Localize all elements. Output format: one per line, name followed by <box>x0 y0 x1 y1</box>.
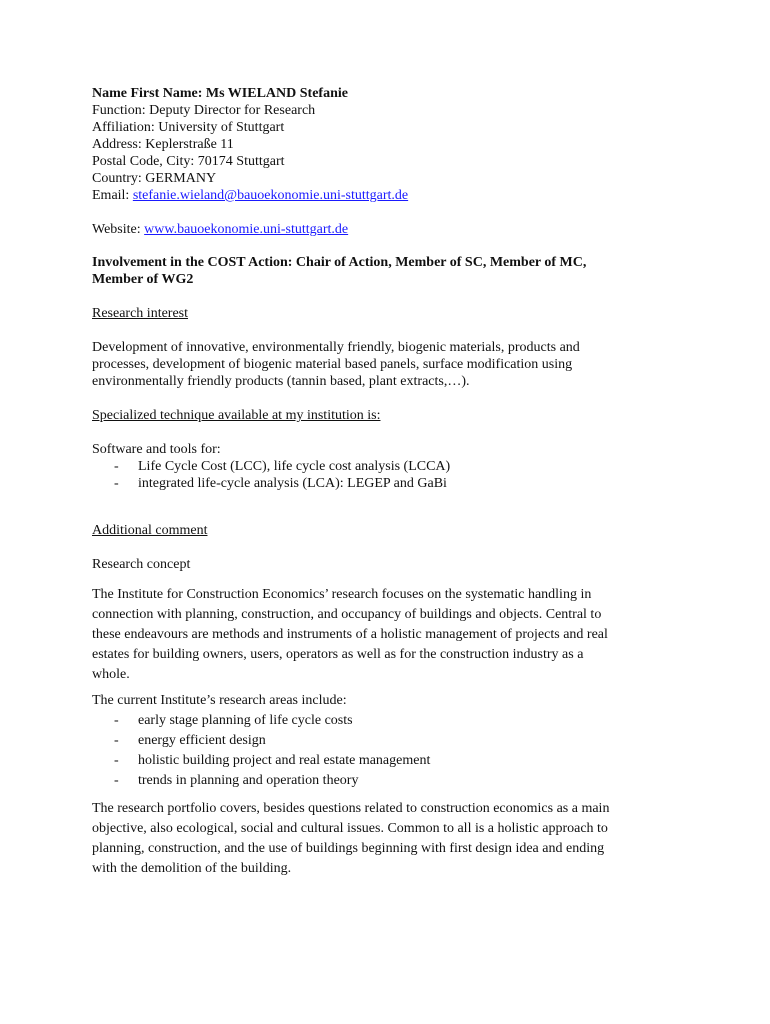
list-item: - energy efficient design <box>92 731 678 751</box>
paragraph-line: planning, construction, and the use of buildings beginning with first design idea and ending <box>92 841 605 856</box>
list-item: - holistic building project and real estate management <box>92 751 678 771</box>
paragraph-line: whole. <box>92 667 130 682</box>
contact-block <box>92 85 678 238</box>
concept-paragraph-2 <box>92 799 678 879</box>
list-item: - trends in planning and operation theory <box>92 771 678 791</box>
paragraph-line: these endeavours are methods and instruments of a holistic management of projects and real <box>92 627 608 642</box>
technique-intro: Software and tools for: <box>92 442 221 457</box>
involvement-block <box>92 254 678 288</box>
paragraph-line: objective, also ecological, social and cultural issues. Common to all is a holistic approach to <box>92 821 608 836</box>
research-interest-line-1: Development of innovative, environmentally friendly, biogenic materials, products and <box>92 340 580 355</box>
paragraph-line: with the demolition of the building. <box>92 861 292 876</box>
research-interest-heading: Research interest <box>92 306 189 321</box>
paragraph-line: estates for building owners, users, operators as well as for the construction industry as a <box>92 647 584 662</box>
email-line <box>92 187 678 204</box>
additional-comment-heading: Additional comment <box>92 523 208 538</box>
research-interest-text <box>92 339 678 390</box>
website-link[interactable]: www.bauoekonomie.uni-stuttgart.de <box>144 222 349 237</box>
affiliation-line: Affiliation: University of Stuttgart <box>92 120 285 135</box>
website-line <box>92 221 678 238</box>
list-item: - early stage planning of life cycle costs <box>92 711 678 731</box>
function-line: Function: Deputy Director for Research <box>92 103 316 118</box>
concept-paragraph-1 <box>92 585 678 685</box>
email-label: Email: <box>92 188 133 203</box>
technique-heading: Specialized technique available at my institution is: <box>92 408 381 423</box>
postal-line: Postal Code, City: 70174 Stuttgart <box>92 154 285 169</box>
research-areas-list <box>92 711 678 791</box>
technique-list <box>92 458 678 492</box>
involvement-line-2: Member of WG2 <box>92 272 194 287</box>
website-label: Website: <box>92 222 145 237</box>
country-line: Country: GERMANY <box>92 171 217 186</box>
address-line: Address: Keplerstraße 11 <box>92 137 234 152</box>
email-link[interactable]: stefanie.wieland@bauoekonomie.uni-stuttgart.de <box>132 188 409 203</box>
name-line: Name First Name: Ms WIELAND Stefanie <box>92 86 348 101</box>
paragraph-line: The research portfolio covers, besides questions related to construction economics as a main <box>92 801 610 816</box>
research-interest-line-3: environmentally friendly products (tannin based, plant extracts,…). <box>92 374 470 389</box>
research-areas-intro: The current Institute’s research areas include: <box>92 693 347 708</box>
research-concept-title: Research concept <box>92 557 191 572</box>
list-item: - integrated life-cycle analysis (LCA): LEGEP and GaBi <box>92 475 678 492</box>
list-item: - Life Cycle Cost (LCC), life cycle cost analysis (LCCA) <box>92 458 678 475</box>
involvement-line-1: Involvement in the COST Action: Chair of Action, Member of SC, Member of MC, <box>92 255 587 270</box>
paragraph-line: The Institute for Construction Economics’ research focuses on the systematic handling in <box>92 587 592 602</box>
paragraph-line: connection with planning, construction, and occupancy of buildings and objects. Central to <box>92 607 602 622</box>
research-interest-line-2: processes, development of biogenic material based panels, surface modification using <box>92 357 573 372</box>
